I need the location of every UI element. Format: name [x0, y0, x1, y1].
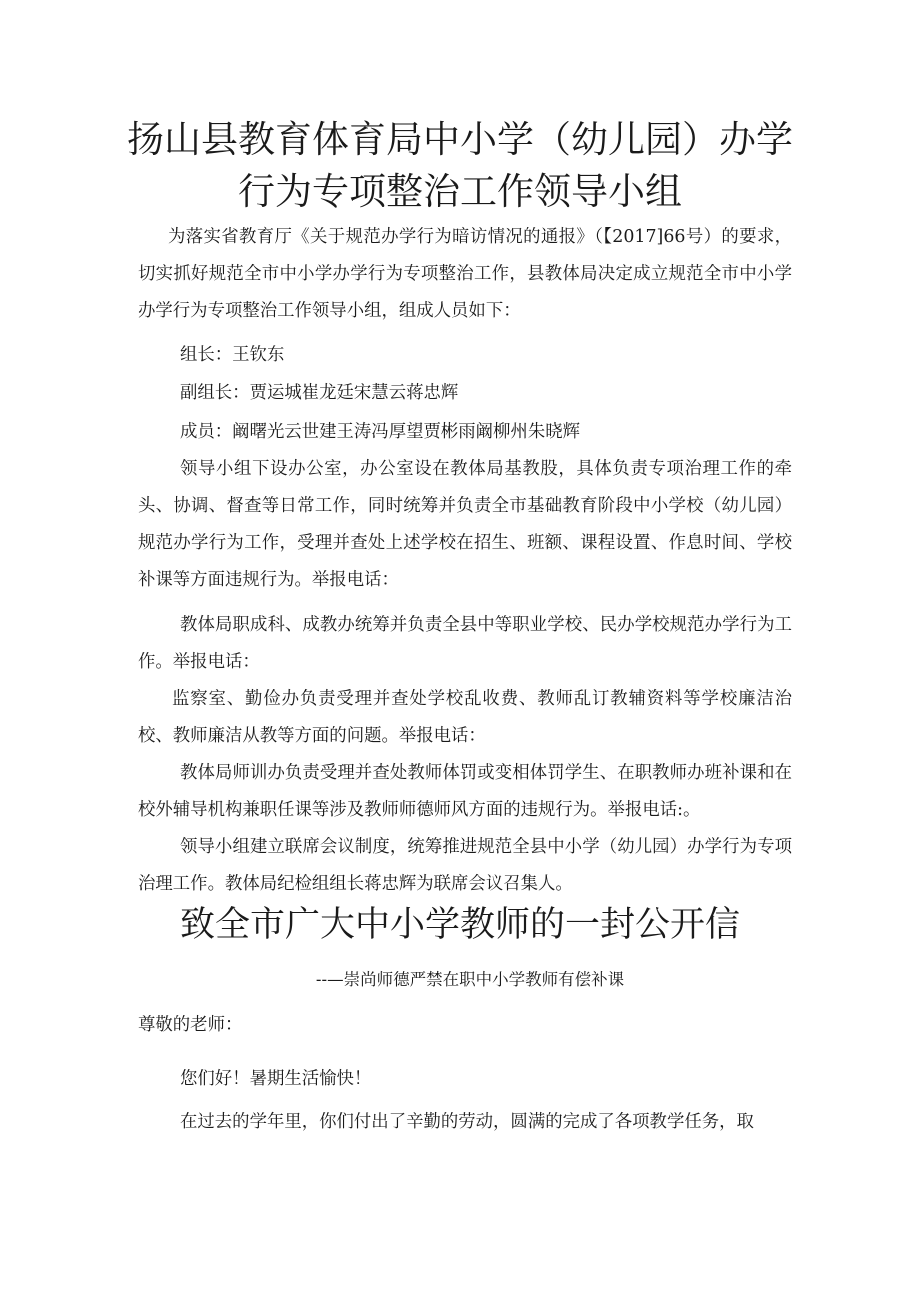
intro-paragraph: 为落实省教育厅《关于规范办学行为暗访情况的通报》（【2017]66号）的要求，切实抓好规范全市中小学办学行为专项整治工作，县教体局决定成立规范全市中小学办学行为专项整治工作领导小组，组成人员如下：	[138, 227, 792, 321]
supervision-paragraph: 监察室、勤俭办负责受理并查处学校乱收费、教师乱订教辅资料等学校廉洁治校、教师廉洁从教等方面的问题。举报电话：	[138, 689, 792, 746]
meeting-paragraph: 领导小组建立联席会议制度，统筹推进规范全县中小学（幼儿园）办学行为专项治理工作。教体局纪检组组长蒋忠辉为联席会议召集人。	[138, 837, 792, 894]
vice-leaders-line: 副组长：贾运城崔龙廷宋慧云蒋忠辉	[180, 383, 459, 403]
letter-title: 致全市广大中小学教师的一封公开信	[179, 905, 740, 945]
members-line: 成员：阚曙光云世建王涛冯厚望贾彬雨阚柳州朱晓辉	[180, 422, 580, 442]
training-paragraph: 教体局师训办负责受理并查处教师体罚或变相体罚学生、在职教师办班补课和在校外辅导机构兼职任课等涉及教师师德师风方面的违规行为。举报电话:。	[138, 763, 792, 820]
letter-subtitle: --—崇尚师德严禁在职中小学教师有偿补课	[315, 970, 625, 989]
document-title-line1: 扬山县教育体育局中小学（幼儿园）办学	[127, 118, 793, 161]
office-paragraph: 领导小组下设办公室，办公室设在教体局基教股，具体负责专项治理工作的牵头、协调、督查等日常工作，同时统筹并负责全市基础教育阶段中小学校（幼儿园）规范办学行为工作，受理并查处上述学校在招生、班额、课程设置、作息时间、学校补课等方面违规行为。举报电话：	[138, 459, 792, 590]
vocational-paragraph: 教体局职成科、成教办统筹并负责全县中等职业学校、民办学校规范办学行为工作。举报电话：	[138, 615, 792, 672]
letter-body-start: 在过去的学年里，你们付出了辛勤的劳动，圆满的完成了各项教学任务，取	[180, 1112, 754, 1132]
leader-line: 组长：王钦东	[180, 345, 285, 365]
document-title-line2: 行为专项整治工作领导小组	[238, 170, 682, 213]
letter-greeting: 您们好！暑期生活愉快！	[180, 1069, 372, 1089]
letter-salutation: 尊敬的老师：	[138, 1015, 243, 1035]
